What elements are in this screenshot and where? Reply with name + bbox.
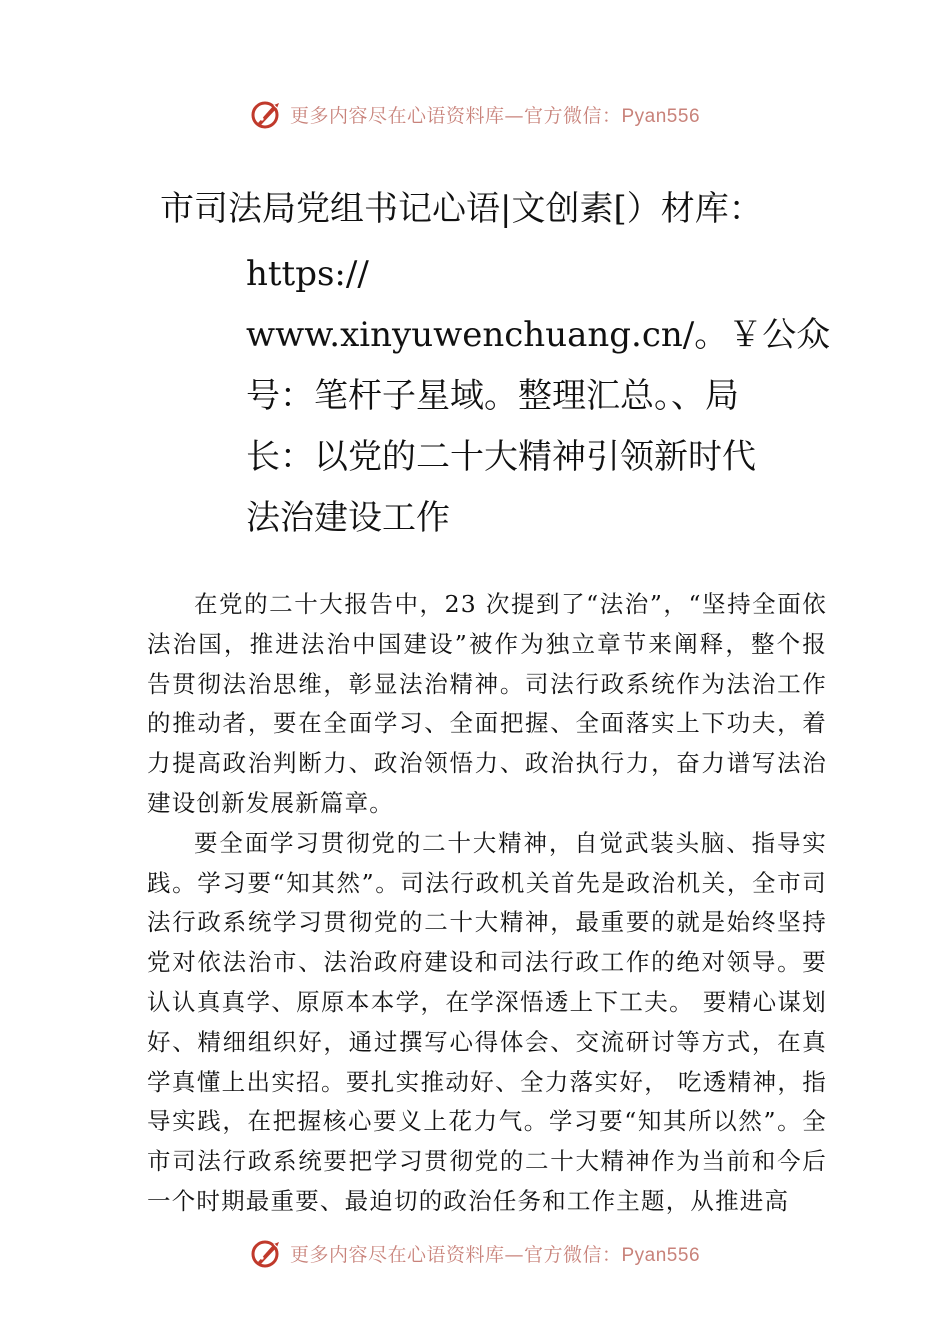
body-paragraph-1: 在党的二十大报告中，23 次提到了“法治”，“坚持全面依法治国，推进法治中国建设”被作为独立章节来阐释，整个报告贯彻法治思维，彰显法治精神。司法行政系统作为法治工作的推动者，要在全面学习、全面把握、全面落实上下功夫，着力提高政治判断力、政治领悟力、政治执行力，奋力谱写法治建设创新发展新篇章。	[147, 590, 827, 817]
banner-text: 更多内容尽在心语资料库—官方微信：Pyan556	[289, 104, 701, 127]
document-title-line-6: 法治建设工作	[246, 498, 450, 538]
document-title-line-2: https://	[246, 254, 369, 294]
document-title-line-5: 长：以党的二十大精神引领新时代	[246, 437, 756, 477]
document-title-line-3: www.xinyuwenchuang.cn/。￥公众	[246, 315, 831, 355]
document-body	[147, 585, 827, 1222]
banner-text: 更多内容尽在心语资料库—官方微信：Pyan556	[289, 1243, 701, 1266]
footer-banner	[0, 1233, 950, 1273]
pen-nib-logo-icon	[250, 1236, 284, 1270]
document-title-line-4: 号：笔杆子星域。整理汇总。、局	[246, 376, 739, 416]
document-title	[246, 244, 831, 549]
body-paragraph-2: 要全面学习贯彻党的二十大精神，自觉武装头脑、指导实践。学习要“知其然”。司法行政机关首先是政治机关，全市司法行政系统学习贯彻党的二十大精神，最重要的就是始终坚持党对依法治市、法治政府建设和司法行政工作的绝对领导。要认认真真学、原原本本学，在学深悟透上下工夫。 要精心谋划好、精细组织好，通过撰写心得体会、交流研讨等方式，在真学真懂上出实招。要扎实推动好、全力落实好， 吃透精神，指导实践，在把握核心要义上花力气。学习要“知其所以然”。全市司法行政系统要把学习贯彻党的二十大精神作为当前和今后一个时期最重要、最迫切的政治任务和工作主题，从推进高	[147, 828, 827, 1215]
header-banner	[0, 94, 950, 134]
document-title-line-1: 市司法局党组书记心语|文创素[）材库：	[160, 189, 763, 229]
pen-nib-logo-icon	[250, 97, 284, 131]
